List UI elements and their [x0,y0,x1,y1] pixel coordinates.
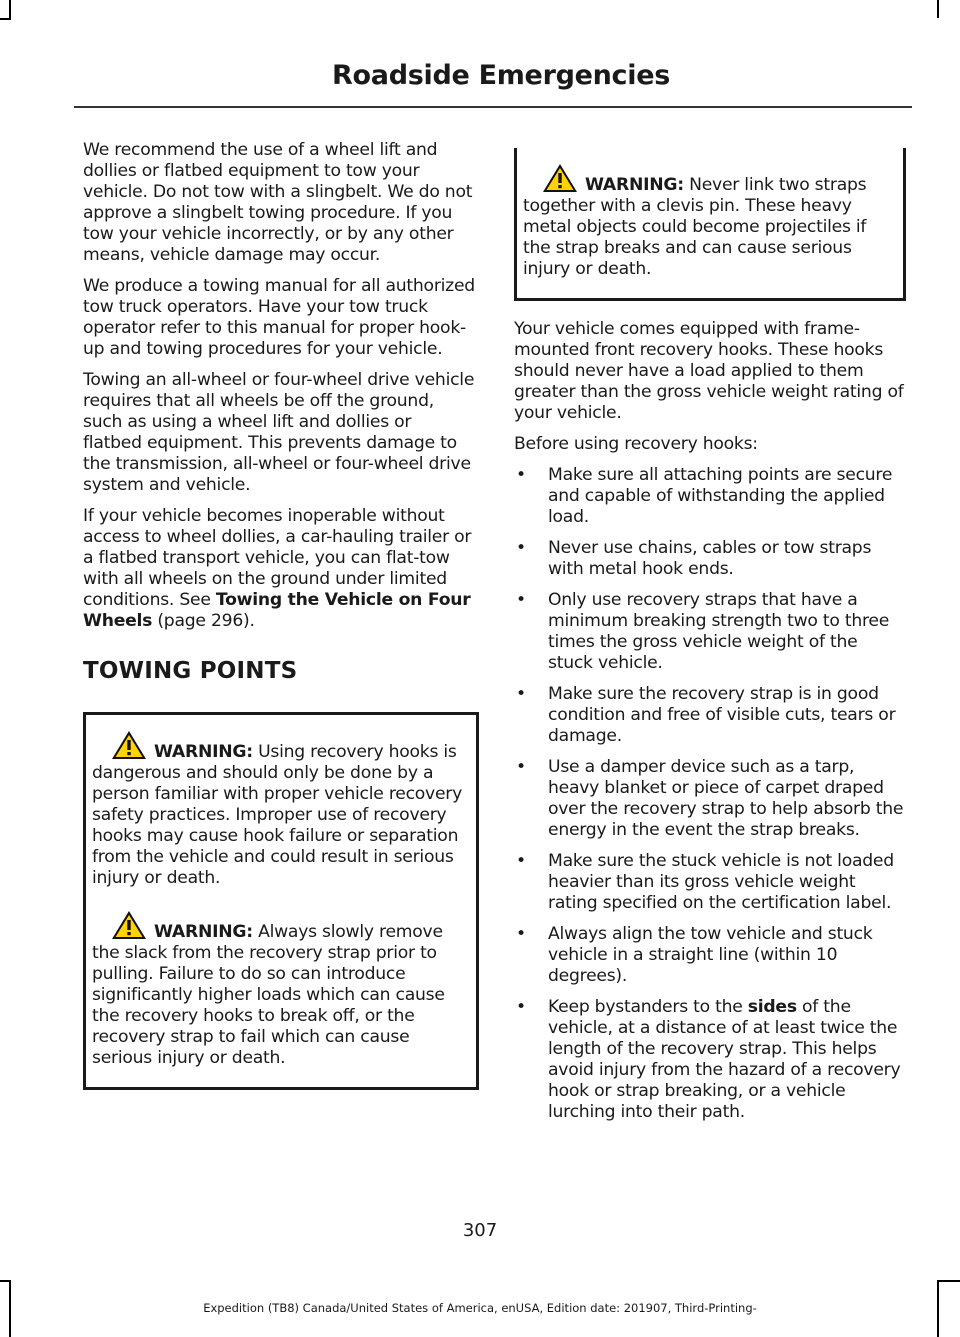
warning [523,162,897,280]
section-heading: TOWING POINTS [83,658,298,684]
cross-reference-link[interactable]: Towing the Vehicle on Four Wheels [83,590,471,631]
page-title: Roadside Emergencies [332,60,670,91]
bullet-glyph: • [516,538,526,558]
list-item-text: Make sure the stuck vehicle is not loaded heavier than its gross vehicle weight rating specified on the certification label. [548,851,894,913]
warning-box [514,148,906,301]
paragraph-text: If your vehicle becomes inoperable without access to wheel dollies, a car-hauling trailer or a flatbed transport vehicle, you can flat-tow with all wheels on the ground under limited conditions. See [83,506,472,610]
warning-label: WARNING: [585,175,684,195]
paragraph: Towing an all-wheel or four-wheel drive vehicle requires that all wheels be off the ground, such as using a wheel lift and dollies or flatbed equipment. This prevents damage to the transmission, all-wheel or four-wheel drive system and vehicle. [83,370,475,495]
warning-text: Never link two straps together with a clevis pin. These heavy metal objects could become projectiles if the strap breaks and can cause serious injury or death. [523,175,867,279]
crop-mark [937,0,939,18]
footer-text: Expedition (TB8) Canada/United States of America, enUSA, Edition date: 201907, Third-Printing- [203,1301,757,1315]
emphasis: sides [747,997,797,1017]
list-item-text: Keep bystanders to the [548,997,748,1017]
list-item-text: Make sure the recovery strap is in good condition and free of visible cuts, tears or damage. [548,684,896,746]
list-item [514,997,906,1123]
header-divider [74,106,912,108]
page-number: 307 [462,1220,498,1241]
warning-label: WARNING: [154,922,253,942]
list-item [514,590,906,674]
list-item [514,684,906,747]
list-item [514,757,906,841]
list-item [514,924,906,987]
bullet-glyph: • [516,997,526,1017]
warning-triangle-icon [110,909,148,941]
paragraph: We produce a towing manual for all authorized tow truck operators. Have your tow truck operator refer to this manual for proper hook-up and towing procedures for your vehicle. [83,276,475,359]
paragraph: Before using recovery hooks: [514,434,758,454]
list-item-text: Never use chains, cables or tow straps with metal hook ends. [548,538,872,579]
paragraph [83,506,475,632]
paragraph: We recommend the use of a wheel lift and dollies or flatbed equipment to tow your vehicle. Do not tow with a slingbelt. We do not approve a slingbelt towing procedure. If you tow your vehicle incorrectly, or by any other means, vehicle damage may occur. [83,140,473,265]
bullet-glyph: • [516,851,526,871]
right-column [514,140,906,1133]
bullet-glyph: • [516,684,526,704]
crop-mark [9,0,11,18]
bullet-glyph: • [516,590,526,610]
bullet-list [514,465,906,1123]
paragraph: Your vehicle comes equipped with frame-mounted front recovery hooks. These hooks should never have a load applied to them greater than the gross vehicle weight rating of your vehicle. [514,319,904,423]
bullet-glyph: • [516,757,526,777]
warning-box [83,712,479,1090]
crop-mark [0,1280,11,1282]
list-item [514,851,906,914]
warning-triangle-icon [541,162,579,194]
list-item-text: Only use recovery straps that have a minimum breaking strength two to three times the gross vehicle weight of the stuck vehicle. [548,590,890,673]
page-reference: (page 296). [152,611,255,631]
bullet-glyph: • [516,924,526,944]
warning [92,729,470,889]
list-item [514,465,906,528]
crop-mark [0,18,11,20]
warning-triangle-icon [110,729,148,761]
warning [92,909,470,1069]
list-item-text: of the vehicle, at a distance of at least twice the length of the recovery strap. This helps avoid injury from the hazard of a recovery hook or strap breaking, or a vehicle lurching into their path. [548,997,901,1122]
warning-text: Using recovery hooks is dangerous and should only be done by a person familiar with proper vehicle recovery safety practices. Improper use of recovery hooks may cause hook failure or separation from the vehicle and could result in serious injury or death. [92,742,463,888]
list-item-text: Use a damper device such as a tarp, heavy blanket or piece of carpet draped over the recovery strap to help absorb the energy in the event the strap breaks. [548,757,904,840]
bullet-glyph: • [516,465,526,485]
warning-text: Always slowly remove the slack from the recovery strap prior to pulling. Failure to do so can introduce significantly higher loads which can cause the recovery hooks to break off, or the recovery strap to fail which can cause serious injury or death. [92,922,445,1068]
left-column [83,140,475,1090]
list-item-text: Always align the tow vehicle and stuck vehicle in a straight line (within 10 degrees). [548,924,873,986]
crop-mark [937,1280,960,1282]
list-item-text: Make sure all attaching points are secure and capable of withstanding the applied load. [548,465,893,527]
warning-label: WARNING: [154,742,253,762]
list-item [514,538,906,580]
